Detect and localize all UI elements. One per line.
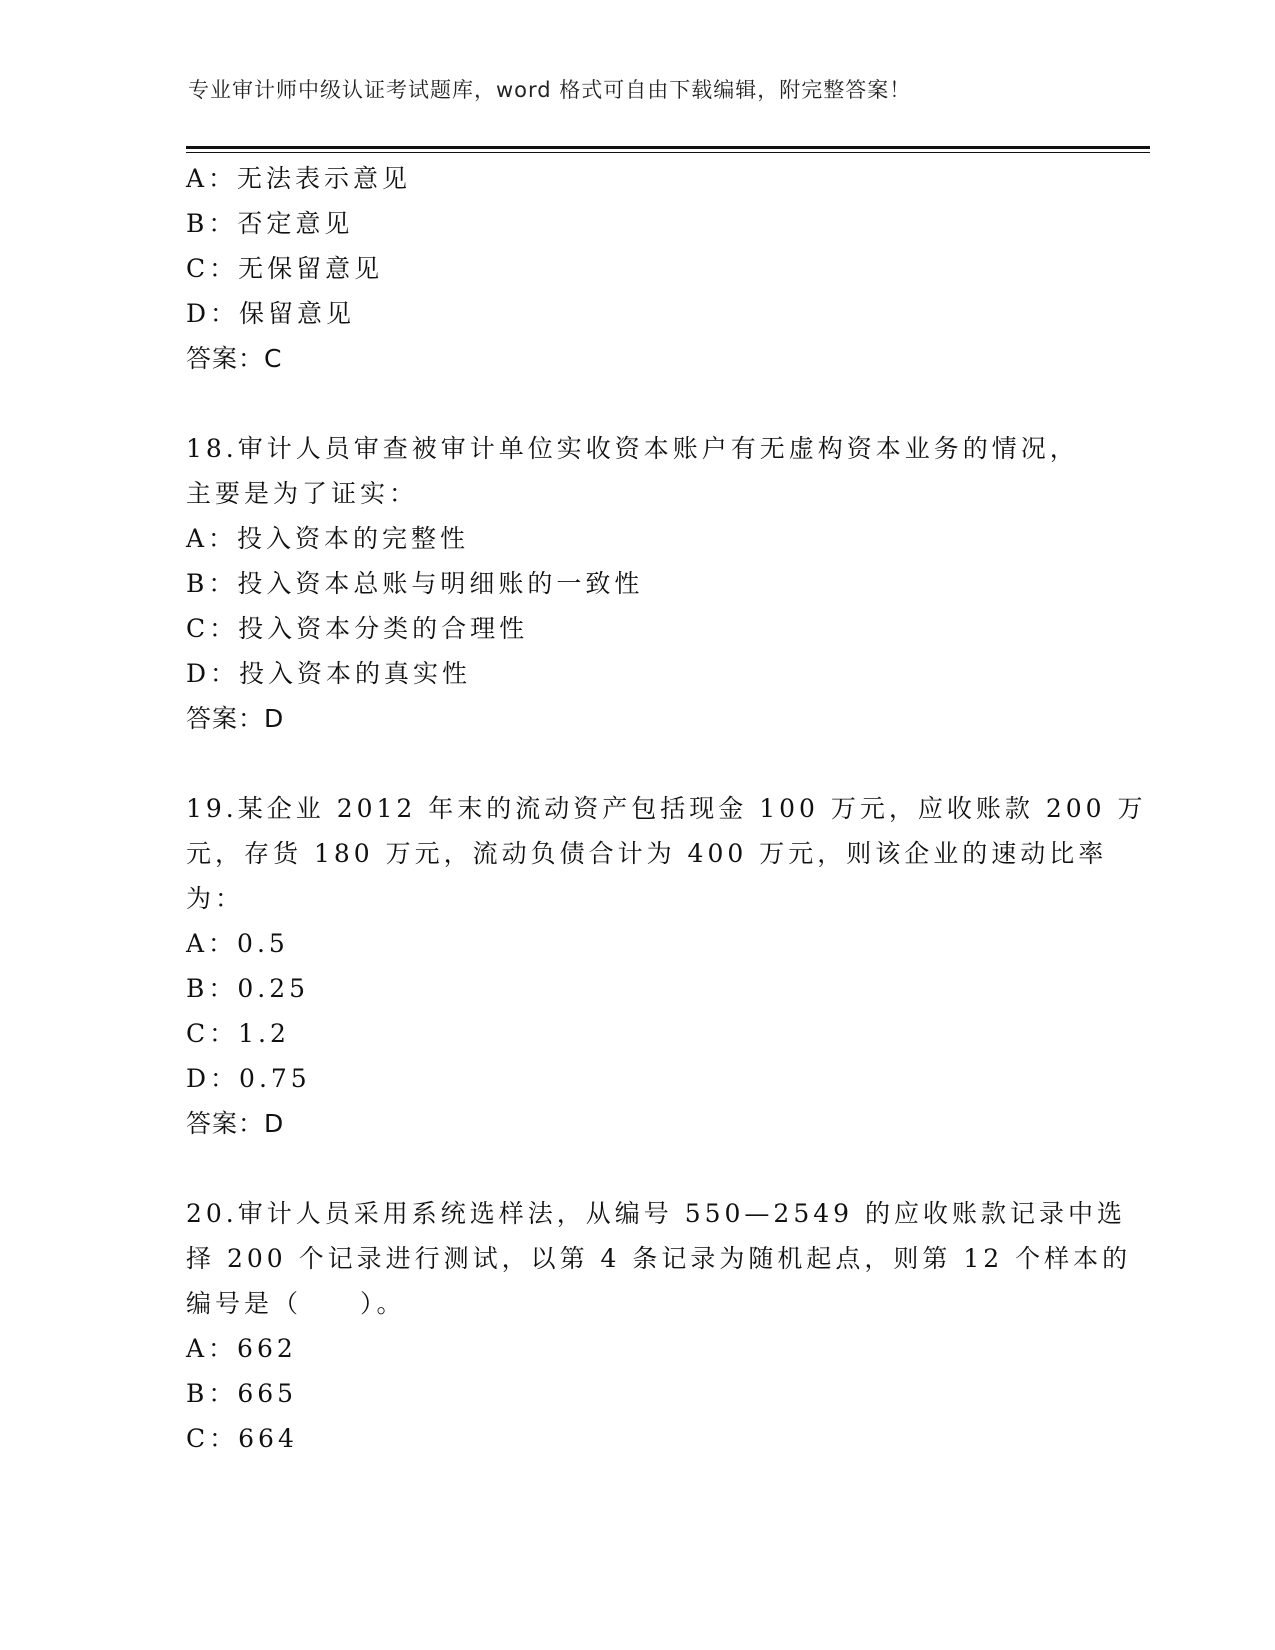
q20-stem-line-1: 20.审计人员采用系统选样法，从编号 550—2549 的应收账款记录中选 [186,1199,1126,1228]
q18-answer: 答案：D [186,704,285,733]
q19-answer: 答案：D [186,1109,285,1138]
q19-option-d: D：0.75 [186,1064,311,1093]
q18-stem-line-2: 主要是为了证实： [186,479,419,508]
q20-option-c: C：664 [186,1424,298,1453]
q19-option-a: A：0.5 [186,929,289,958]
question-content [186,156,1147,1461]
q17-option-d: D：保留意见 [186,299,356,328]
header-rule-thin [186,152,1150,153]
header-rule [186,146,1150,149]
q18-option-c: C：投入资本分类的合理性 [186,614,529,643]
q18-stem-line-1: 18.审计人员审查被审计单位实收资本账户有无虚构资本业务的情况， [186,434,1079,463]
q17-option-a: A：无法表示意见 [186,164,412,193]
q19-option-b: B：0.25 [186,974,310,1003]
q20-stem-line-3: 编号是（ ）。 [186,1289,406,1318]
q20-option-b: B：665 [186,1379,298,1408]
q17-answer: 答案：C [186,344,283,373]
q20-stem-line-2: 择 200 个记录进行测试，以第 4 条记录为随机起点，则第 12 个样本的 [186,1244,1132,1273]
q19-stem-line-3: 为： [186,884,245,913]
q19-stem-line-1: 19.某企业 2012 年末的流动资产包括现金 100 万元，应收账款 200 万 [186,794,1147,823]
page-header: 专业审计师中级认证考试题库，word 格式可自由下载编辑，附完整答案！ [188,78,912,102]
q18-option-d: D：投入资本的真实性 [186,659,472,688]
q19-stem-line-2: 元，存货 180 万元，流动负债合计为 400 万元，则该企业的速动比率 [186,839,1108,868]
q18-option-b: B：投入资本总账与明细账的一致性 [186,569,644,598]
q17-option-c: C：无保留意见 [186,254,384,283]
q17-option-b: B：否定意见 [186,209,354,238]
q18-option-a: A：投入资本的完整性 [186,524,470,553]
q20-option-a: A：662 [186,1334,297,1363]
q19-option-c: C：1.2 [186,1019,290,1048]
